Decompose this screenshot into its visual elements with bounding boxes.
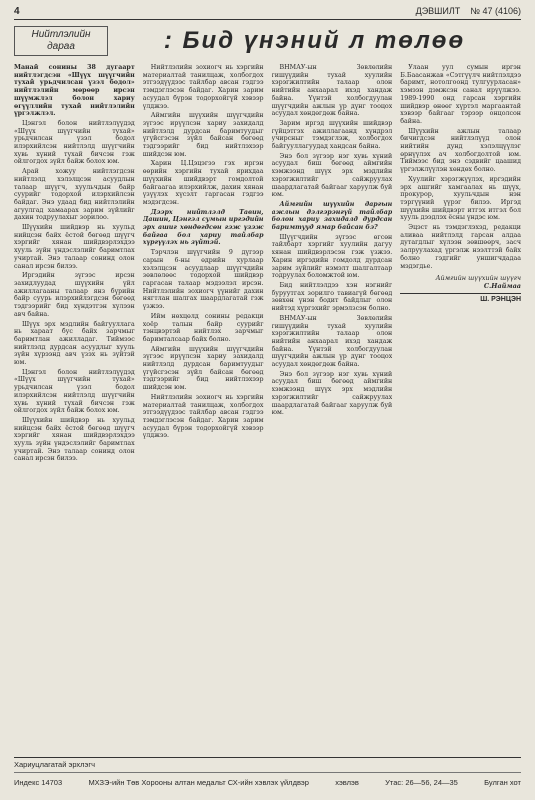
issue-number: № 47 (4106) (470, 6, 521, 16)
top-rule (14, 19, 521, 20)
footer-editor: Хариуцлагатай эрхлэгч (14, 760, 96, 769)
footer-printer: МХЗЭ-ийн Төв Хорооны алтан медальт СХ-ийн хэвлэх үйлдвэр (88, 778, 309, 787)
paragraph: ВНМАУ-ын Зөвлөлийн гишүүдийн тухай хуулийн хэрэгжилтийн талаар олон нийтийн анхаарал ихэд хандаж байна. Үүнтэй холбогдуулан шүүгчдийн ажлын үр дүнг тооцох асуудал хөндөгдөж байна. (271, 64, 393, 118)
paragraph: Энэ бол зүгээр нэг хувь хүний асуудал биш бөгөөд аймгийн хэмжээнд шүүх эрх мэдлийн хэрэгжилтийг сайжруулах шаардлагатай байгааг харуулж буй юм. (271, 370, 393, 417)
paragraph: Иргэдийн зүгээс ирсэн захидлуудад шүүхийн үйл ажиллагааны талаар янз бүрийн байр суурь илэрхийлэгдсэн бөгөөд тэдгээрийг бид хүндэтгэн хүлээн авч байна. (14, 272, 135, 318)
subheading-question: Дээрх нийтлэлд Тавин, Дашин, Цэнгэл сумын иргэдийн эрх ашиг хөндөгдсөн гэж үзэж байгаа бол хариу тайлбар хүргүүлэх нь зүйтэй. (142, 208, 264, 247)
rubric-box (14, 26, 108, 56)
newspaper-name: ДЭВШИЛТ (415, 6, 461, 16)
paragraph: Шүүхийн шийдвэр нь хуульд нийцсэн байх ёстой бөгөөд шүүгч хэргийг хянан шийдвэрлэхдээ хууль зүйн үндэслэлийг баримтлах учиртай. Энэ талаар сонинд олон санал ирсэн билээ. (14, 224, 135, 270)
paragraph: Шүүхийн шийдвэр нь хуульд нийцсэн байх ёстой бөгөөд шүүгч хэргийг хянан шийдвэрлэхдээ хууль зүйн үндэслэлийг баримтлах учиртай. Энэ талаар сонинд олон санал ирсэн билээ. (14, 416, 135, 463)
paragraph: Цэнгэл болон нийтлэлүүдэд «Шүүх шүүгчийн тухай» урьдчилсан үзэл бодол илэрхийлсэн нийтлэлд шүүгчийн хувь хүний тухай бичсэн гэж ойлгогдох зүйл байж болох юм. (14, 368, 135, 415)
signature-block (400, 274, 521, 290)
footer-index: Индекс 14703 (14, 778, 63, 787)
paragraph: Нийтлэлийн зохиогч нь хэргийн материалтай танилцаж, холбогдох этгээдүүдээс тайлбар авсан гэдгээ тэмдэглэсэн байдаг. Харин зарим асуудал бүрэн тодорхойгүй хэвээр үлджээ. (142, 393, 264, 440)
footer-phones: Утас: 26—56, 24—35 (385, 778, 458, 787)
paragraph: Арай хожуу нийтлэгдсэн нийтлэлд хэлэлцсэн асуудлын талаар шүүгч, хуульчдын байр суурийг тодорхой илэрхийлсэн байдаг. Энэ удаад бид нийтлэлийн агуулгад хамаарах зарим зүйлийг дахин тодруулахыг зорилоо. (14, 168, 135, 222)
column-1 (14, 64, 135, 752)
article-columns (14, 64, 521, 752)
signature-title: Аймгийн шүүхийн шүүгч (435, 274, 521, 283)
footer-order: хэвлэв (335, 778, 359, 787)
column-3 (272, 64, 393, 752)
page-number: 4 (14, 5, 20, 17)
paragraph: Шүүх эрх мэдлийн байгууллага нь хараат бус байх зарчмыг баримтлан ажилладаг. Тиймээс нийтлэлд дурдсан асуудлыг хууль зүйн хүрээнд авч үзэх нь зүйтэй юм. (14, 320, 135, 367)
paragraph: Эцэст нь тэмдэглэхэд, редакци аливаа нийтлэлд гарсан алдаа дутагдлыг хүлээн зөвшөөрч, засч залруулахад үргэлж нээлттэй байх болно гэдгийг уншигчдадаа мэдэгдье. (400, 224, 521, 270)
paragraph: Шүүгчдийн зүгээс өгсөн тайлбарт хэргийг хуулийн дагуу хянан шийдвэрлэсэн гэж үзжээ. Харин иргэдийн гомдолд дурдсан зарим зүйлийг нэмэлт шалгалтаар тодруулах боломжтой юм. (271, 233, 393, 280)
column-4 (400, 64, 521, 752)
paragraph: Улаан уул сумын иргэн Б.Баасанжав «Сэтгүүлч нийтлэлдээ баримт, нотолгоонд тулгуурласан» хэмээн дэмжсэн санал ирүүлжээ. 1989-1990 онд гарсан хэргийн шийдвэр өнөөг хүртэл маргаантай хэвээр байгааг тэрээр онцолсон байна. (400, 64, 521, 125)
paragraph: Бид нийтлэлдээ хэн нэгнийг буруутгах зорилго тавиагүй бөгөөд зөвхөн үнэн бодит байдлыг олон нийтэд хүргэхийг эрмэлзсэн болно. (271, 281, 393, 313)
paragraph: Ийм нөхцөлд сонины редакци хоёр талын байр суурийг тэнцвэртэй нийтлэх зарчмыг баримталсаар байх болно. (142, 312, 264, 343)
footer-city: Булган хот (484, 778, 521, 787)
staff-author: Ш. РЭНЦЭН (400, 293, 521, 304)
page-topbar (14, 4, 521, 18)
article-lead: Манай сонины 38 дугаарт нийтлэгдсэн «Шүүх шүүгчийн тухай урьдчилсан үзэл бодол» нийтлэлийн мөрөөр ирсэн шүүмжлэл болон хариу өгүүллийн тухай нийтлэлийн үргэлжлэл. (14, 64, 135, 118)
paragraph: Зарим иргэд шүүхийн шийдвэр гүйцэтгэх ажиллагаанд хүндрэл учирсныг тэмдэглэж, холбогдох байгууллагуудад хандсан байна. (271, 119, 393, 151)
signature-name: С.Наймаа (483, 282, 521, 291)
paragraph: Шүүхийн ажлын талаар бичигдсэн нийтлэлүүд олон нийтийн дунд хэлэлцүүлэг өрнүүлэх ач холбогдолтой юм. Тиймээс бид энэ сэдвийг цаашид үргэлжлүүлэн хөндөх болно. (400, 127, 521, 174)
column-2 (143, 64, 264, 752)
rubric-line-1: Нийтлэлийн (31, 29, 91, 40)
headline: : Бид үнэний л төлөө (163, 27, 466, 54)
paragraph: Нийтлэлийн зохиогч нь хэргийн материалтай танилцаж, холбогдох этгээдүүдээс тайлбар авсан гэдгээ тэмдэглэсэн байдаг. Харин зарим асуудал бүрэн тодорхойгүй хэвээр үлджээ. (142, 64, 264, 110)
paragraph: Хуулийг хэрэгжүүлэх, иргэдийн эрх ашгийг хамгаалах нь шүүх, прокурор, хуульчдын нэн тэргүүний үүрэг билээ. Иргэд шүүхийн шийдвэрт итгэх итгэл бол хууль дээдлэх ёсны үндэс юм. (400, 175, 521, 222)
subheading-question: Аймгийн шүүхийн даргын ажлын дэлгэрэнгүй тайлбар болон хариу захидалд дурдсан баримтууд ямар байсан бэ? (271, 200, 393, 232)
paragraph: ВНМАУ-ын Зөвлөлийн гишүүдийн тухай хуулийн хэрэгжилтийн талаар олон нийтийн анхаарал ихэд хандаж байна. Үүнтэй холбогдуулан шүүгчдийн ажлын үр дүнг тооцох асуудал хөндөгдөж байна. (271, 314, 393, 369)
paragraph: Харин Ц.Цэцэгээ гэх иргэн өөрийн хэргийн тухай ярихдаа шүүхийн шийдвэрт гомдолтой байгаагаа илэрхийлж, дахин хянан үзүүлэх хүсэлт гаргасан гэдгээ мэдэгдсэн. (142, 160, 264, 206)
page-footer (14, 757, 521, 792)
article-header (14, 23, 521, 59)
paragraph: Аймгийн шүүхийн шүүгчдийн зүгээс ирүүлсэн хариу захидалд нийтлэлд дурдсан баримтуудыг үгүйсгэсэн зүйл байсан бөгөөд тэдгээрийг бид нийтлэхээр шийдсэн юм. (142, 345, 264, 392)
rubric-line-2: дараа (47, 41, 75, 52)
paragraph: Энэ бол зүгээр нэг хувь хүний асуудал биш бөгөөд аймгийн хэмжээнд шүүх эрх мэдлийн хэрэгжилтийг сайжруулах шаардлагатай байгааг харуулж буй юм. (271, 152, 393, 199)
paragraph: Тэрчлэн шүүгчийн 9 дүгээр сарын 6-ны өдрийн хурлаар хэлэлцсэн асуудлаар шүүгчдийн зөвлөлөөс тодорхой шийдвэр гаргасан талаар мэдээлэл ирсэн. Нийтлэлийн зохиогч үүнийг дахин нягтлан шалгах шаардлагатай гэж үзжээ. (142, 249, 264, 311)
paragraph: Аймгийн шүүхийн шүүгчдийн зүгээс ирүүлсэн хариу захидалд нийтлэлд дурдсан баримтуудыг үгүйсгэсэн зүйл байсан бөгөөд тэдгээрийг бид нийтлэхээр шийдсэн юм. (142, 112, 264, 158)
paragraph: Цэнгэл болон нийтлэлүүдэд «Шүүх шүүгчийн тухай» урьдчилсан үзэл бодол илэрхийлсэн нийтлэлд шүүгчийн хувь хүний тухай бичсэн гэж ойлгогдох зүйл байж болох юм. (14, 119, 135, 166)
